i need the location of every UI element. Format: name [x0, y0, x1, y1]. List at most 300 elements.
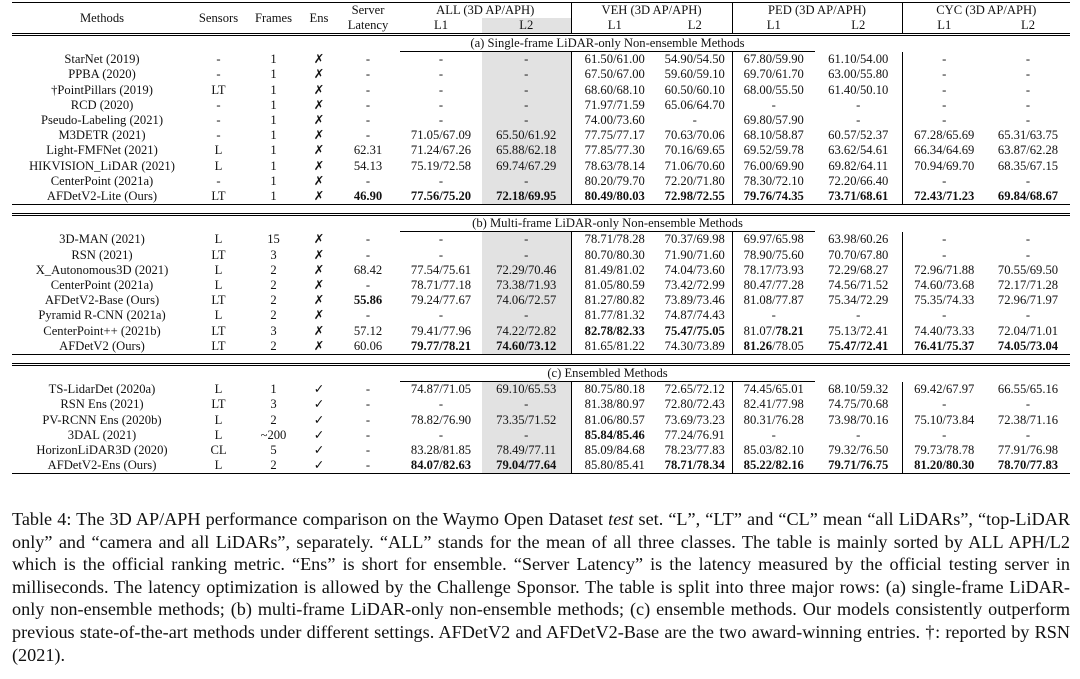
all-l2-cell: 69.74/67.29: [482, 159, 571, 174]
veh-l1-cell: 81.65/81.22: [571, 339, 658, 355]
frames-cell: 1: [270, 113, 277, 128]
table-caption: [12, 508, 1070, 666]
all-l1-cell: 75.19/72.58: [410, 158, 472, 173]
veh-l2-cell: 72.80/72.43: [664, 397, 725, 412]
cyc-l1-cell: -: [902, 98, 986, 113]
veh-l2-cell: 72.20/71.80: [664, 173, 725, 188]
method-cell: StarNet (2019): [64, 51, 140, 66]
all-l2-cell: -: [482, 83, 571, 98]
veh-l1-cell: 81.38/80.97: [571, 397, 658, 412]
header-cyc-l1: L1: [902, 18, 986, 35]
veh-l2-cell: 74.30/73.89: [658, 339, 732, 355]
ped-l1-cell: 78.17/73.93: [732, 263, 815, 278]
all-l2-cell: -: [482, 98, 571, 113]
ens-cell: ✗: [313, 278, 325, 293]
header-veh-l2: L2: [658, 18, 732, 35]
ens-cell: ✗: [313, 143, 325, 158]
sensors-cell: -: [216, 51, 221, 66]
sensors-cell: L: [214, 382, 223, 397]
table-row: [12, 278, 1070, 293]
ped-l1-cell: 85.22/82.16: [732, 458, 815, 474]
section-header: [12, 365, 1070, 382]
table-row: [12, 189, 1070, 205]
ped-l2-cell: 72.29/68.27: [828, 262, 889, 277]
cyc-l1-cell: 74.60/73.68: [902, 278, 986, 293]
cyc-l2-cell: 72.96/71.97: [997, 293, 1059, 308]
all-l1-cell: 78.71/77.18: [410, 278, 472, 293]
section-header-spacer-right: [815, 35, 1070, 52]
table-row: [12, 293, 1070, 308]
method-cell: AFDetV2-Base (Ours): [44, 293, 160, 308]
frames-cell: 2: [270, 293, 277, 308]
veh-l1-cell: 80.70/80.30: [571, 248, 658, 263]
all-l2-cell: -: [482, 67, 571, 82]
ped-l2-cell: 74.75/70.68: [828, 397, 889, 412]
veh-l1-cell: 61.50/61.00: [571, 52, 658, 68]
sensors-cell: L: [214, 427, 223, 442]
results-table-body: [12, 35, 1070, 474]
ens-cell: ✗: [313, 293, 325, 308]
veh-l2-cell: -: [692, 113, 697, 128]
sensors-cell: -: [216, 173, 221, 188]
latency-cell: -: [365, 173, 371, 188]
all-l2-cell: 78.49/77.11: [482, 443, 571, 458]
ped-l2-cell: 73.71/68.61: [815, 189, 902, 205]
header-ped-l2: L2: [815, 18, 902, 35]
ped-l2-cell: 73.98/70.16: [828, 412, 889, 427]
header-sensors: Sensors: [192, 3, 245, 35]
ped-l2-cell: 79.71/76.75: [815, 458, 902, 474]
section-header-spacer-left: [12, 35, 400, 52]
ped-l1-cell: 78.90/75.60: [732, 248, 815, 263]
veh-l1-cell: 68.60/68.10: [571, 83, 658, 98]
header-server-latency-1: Server: [336, 3, 400, 19]
all-l2-cell: 72.18/69.95: [482, 189, 571, 205]
cyc-l1-cell: -: [902, 428, 986, 443]
all-l2-cell: 69.10/65.53: [482, 382, 571, 398]
table-row: [12, 159, 1070, 174]
table-row: [12, 308, 1070, 323]
method-cell: Pseudo-Labeling (2021): [40, 113, 164, 128]
veh-l1-cell: 80.20/79.70: [571, 174, 658, 189]
method-cell: M3DETR (2021): [58, 128, 146, 143]
ped-l1-cell: 69.80/57.90: [732, 113, 815, 128]
frames-cell: 1: [270, 173, 277, 188]
ped-l1-cell: [732, 324, 815, 339]
ens-cell: ✗: [313, 308, 325, 323]
ens-cell: ✓: [313, 427, 325, 442]
sensors-cell: L: [214, 262, 223, 277]
section-header-spacer-right: [815, 215, 1070, 232]
frames-cell: 2: [270, 278, 277, 293]
latency-cell: -: [365, 67, 371, 82]
ped-l2-cell: 74.56/71.52: [828, 278, 889, 293]
all-l1-cell: -: [438, 97, 444, 112]
latency-cell: -: [365, 308, 371, 323]
latency-cell: -: [365, 232, 371, 247]
cyc-l2-cell: -: [1025, 173, 1031, 188]
sensors-cell: CL: [210, 443, 227, 458]
method-cell: PV-RCNN Ens (2020b): [42, 412, 162, 427]
method-cell: 3D-MAN (2021): [59, 232, 145, 247]
frames-cell: 15: [267, 232, 280, 247]
all-l1-cell: 71.05/67.09: [410, 128, 472, 143]
ped-l1-cell: 79.76/74.35: [732, 189, 815, 205]
cyc-l1-cell: 74.40/73.33: [902, 324, 986, 339]
sensors-cell: LT: [211, 293, 226, 308]
cyc-l2-cell: 72.17/71.28: [997, 278, 1059, 293]
veh-l1-cell: 81.49/81.02: [571, 263, 658, 278]
cyc-l2-cell: 72.38/71.16: [997, 412, 1059, 427]
ped-l2-cell: 63.00/55.80: [828, 67, 889, 82]
ped-l1-aph: /78.05: [772, 338, 804, 353]
all-l1-cell: 79.24/77.67: [410, 293, 472, 308]
veh-l1-cell: 81.27/80.82: [571, 293, 658, 308]
all-l2-cell: -: [482, 308, 571, 323]
header-veh-l1: L1: [571, 18, 658, 35]
method-cell: CenterPoint (2021a): [50, 278, 154, 293]
cyc-l2-cell: 74.05/73.04: [986, 339, 1070, 355]
header-server-latency-2: Latency: [336, 18, 400, 35]
sensors-cell: L: [214, 412, 223, 427]
sensors-cell: -: [216, 128, 221, 143]
header-all-l2: L2: [482, 18, 571, 35]
all-l1-cell: 77.54/75.61: [410, 262, 472, 277]
veh-l1-cell: 81.06/80.57: [571, 413, 658, 428]
sensors-cell: L: [214, 308, 223, 323]
ped-l1-cell: 81.08/77.87: [732, 293, 815, 308]
cyc-l1-cell: 79.73/78.78: [902, 443, 986, 458]
cyc-l2-cell: -: [1025, 97, 1031, 112]
latency-cell: -: [365, 247, 371, 262]
ens-cell: ✗: [313, 173, 325, 188]
veh-l2-cell: 74.87/74.43: [664, 308, 725, 323]
frames-cell: 1: [270, 382, 277, 397]
results-table: [12, 2, 1070, 474]
cyc-l2-cell: 63.87/62.28: [997, 143, 1059, 158]
cyc-l1-cell: 76.41/75.37: [902, 339, 986, 355]
cyc-l1-cell: -: [902, 83, 986, 98]
all-l2-cell: 74.22/72.82: [482, 324, 571, 339]
veh-l2-cell: 71.90/71.60: [664, 247, 725, 262]
ped-l2-cell: -: [856, 113, 861, 128]
all-l1-cell: -: [438, 67, 444, 82]
header-group-all: ALL (3D AP/APH): [400, 3, 571, 19]
sensors-cell: L: [214, 143, 223, 158]
latency-cell: -: [336, 458, 400, 474]
sensors-cell: L: [214, 278, 223, 293]
frames-cell: 2: [270, 262, 277, 277]
sensors-cell: -: [216, 97, 221, 112]
latency-cell: -: [365, 412, 371, 427]
ped-l1-cell: -: [732, 428, 815, 443]
frames-cell: 1: [270, 128, 277, 143]
ped-l2-cell: 60.57/52.37: [828, 128, 889, 143]
sensors-cell: L: [214, 232, 223, 247]
all-l2-cell: -: [482, 248, 571, 263]
veh-l1-cell: 81.77/81.32: [571, 308, 658, 323]
ens-cell: ✗: [313, 232, 325, 247]
ped-l1-cell: 68.10/58.87: [732, 128, 815, 143]
frames-cell: 1: [270, 67, 277, 82]
all-l1-cell: -: [438, 232, 444, 247]
table-row: [12, 443, 1070, 458]
sensors-cell: -: [216, 113, 221, 128]
sensors-cell: LT: [192, 339, 245, 355]
table-row: [12, 98, 1070, 113]
method-cell: CenterPoint++ (2021b): [43, 323, 161, 338]
header-frames: Frames: [245, 3, 302, 35]
latency-cell: -: [365, 97, 371, 112]
header-group-veh: VEH (3D AP/APH): [571, 3, 732, 19]
ped-l2-cell: 75.47/72.41: [815, 339, 902, 355]
results-table-container: [12, 2, 1070, 474]
section-gap: [12, 355, 1070, 365]
frames-cell: 1: [270, 82, 277, 97]
frames-cell: ~200: [260, 427, 287, 442]
latency-cell: 57.12: [353, 323, 383, 338]
ped-l1-aph: 78.21: [775, 323, 804, 338]
cyc-l1-cell: -: [902, 67, 986, 82]
method-cell: RSN (2021): [71, 247, 133, 262]
veh-l2-cell: 78.71/78.34: [658, 458, 732, 474]
header-methods: Methods: [12, 3, 192, 35]
ped-l2-cell: 70.70/67.80: [828, 247, 889, 262]
frames-cell: 1: [245, 189, 302, 205]
ped-l2-cell: 63.62/54.61: [828, 143, 889, 158]
veh-l1-cell: 85.80/85.41: [571, 458, 658, 474]
ens-cell: ✗: [313, 97, 325, 112]
latency-cell: -: [365, 51, 371, 66]
veh-l1-cell: 81.05/80.59: [571, 278, 658, 293]
ped-l1-cell: 76.00/69.90: [732, 159, 815, 174]
table-row: [12, 128, 1070, 143]
cyc-l2-cell: 78.70/77.83: [986, 458, 1070, 474]
method-cell: X_Autonomous3D (2021): [35, 262, 169, 277]
cyc-l1-cell: 72.43/71.23: [902, 189, 986, 205]
veh-l1-cell: 71.97/71.59: [571, 98, 658, 113]
ens-cell: ✗: [313, 158, 325, 173]
section-header-spacer-right: [815, 365, 1070, 382]
ped-l1-cell: 69.70/61.70: [732, 67, 815, 82]
table-row: [12, 428, 1070, 443]
method-cell: PPBA (2020): [68, 67, 136, 82]
table-row: [12, 67, 1070, 82]
method-cell: CenterPoint (2021a): [50, 173, 154, 188]
ens-cell: ✓: [302, 458, 336, 474]
ped-l2-cell: 69.82/64.11: [828, 158, 889, 173]
ped-l1-cell: -: [732, 98, 815, 113]
latency-cell: -: [365, 427, 371, 442]
veh-l1-cell: 80.75/80.18: [571, 382, 658, 398]
veh-l1-cell: 85.84/85.46: [571, 428, 658, 443]
cyc-l1-cell: 67.28/65.69: [902, 128, 986, 143]
method-cell: TS-LidarDet (2020a): [48, 382, 156, 397]
section-header: [12, 35, 1070, 52]
sensors-cell: LT: [192, 189, 245, 205]
all-l1-cell: -: [438, 308, 444, 323]
sensors-cell: LT: [211, 397, 226, 412]
ped-l1-cell: 85.03/82.10: [732, 443, 815, 458]
method-cell: Pyramid R-CNN (2021a): [38, 308, 166, 323]
all-l1-cell: 79.41/77.96: [410, 323, 472, 338]
veh-l1-cell: 85.09/84.68: [571, 443, 658, 458]
latency-cell: -: [365, 113, 371, 128]
frames-cell: 1: [270, 51, 277, 66]
latency-cell: -: [365, 443, 371, 458]
frames-cell: 2: [245, 458, 302, 474]
ped-l2-cell: 68.10/59.32: [828, 382, 889, 397]
section-gap-cell: [12, 205, 1070, 215]
veh-l1-cell: 77.85/77.30: [571, 143, 658, 158]
latency-cell: -: [365, 128, 371, 143]
table-row: [12, 52, 1070, 68]
all-l1-cell: 79.77/78.21: [400, 339, 482, 355]
sensors-cell: LT: [211, 323, 226, 338]
all-l1-cell: -: [438, 173, 444, 188]
all-l1-cell: 77.56/75.20: [400, 189, 482, 205]
veh-l2-cell: 74.04/73.60: [664, 262, 725, 277]
table-row: [12, 174, 1070, 189]
cyc-l2-cell: 69.84/68.67: [986, 189, 1070, 205]
ped-l2-cell: 72.20/66.40: [828, 173, 889, 188]
table-row: [12, 397, 1070, 412]
frames-cell: 3: [270, 397, 277, 412]
ped-l1-cell: 82.41/77.98: [732, 397, 815, 412]
cyc-l1-cell: -: [902, 52, 986, 68]
latency-cell: -: [365, 278, 371, 293]
section-header-spacer-left: [12, 215, 400, 232]
latency-cell: -: [365, 82, 371, 97]
all-l2-cell: -: [482, 52, 571, 68]
ped-l2-cell: -: [856, 427, 861, 442]
veh-l1-cell: 82.78/82.33: [571, 324, 658, 339]
latency-cell: 54.13: [353, 158, 383, 173]
veh-l1-cell: 80.49/80.03: [571, 189, 658, 205]
caption-test-word: test: [608, 509, 634, 529]
veh-l2-cell: 72.65/72.12: [664, 382, 725, 397]
veh-l2-cell: 73.69/73.23: [664, 412, 725, 427]
veh-l1-cell: 78.71/78.28: [571, 232, 658, 248]
caption-text-2: set. “L”, “LT” and “CL” mean “all LiDARs”, “top-LiDAR only” and “camera and all LiDARs”, separately. “ALL” stands for the mean of all three classes. The table is mainly sorted by ALL APH/L2 which is the official ranking metric. “Ens” is short for ensemble. “Server Latency” is the latency measured by the official testing server in milliseconds. The latency optimization is allowed by the Challenge Sponsor. The table is split into three major rows: (a) single-frame LiDAR-only non-ensemble methods; (b) multi-frame LiDAR-only non-ensemble methods; (c) ensemble methods. Our models consistently outperform previous state-of-the-art methods under different settings. AFDetV2 and AFDetV2-Base are the two award-winning entries. †: reported by RSN (2021).: [12, 509, 1070, 665]
ped-l2-cell: 75.34/72.29: [828, 293, 889, 308]
ens-cell: ✓: [313, 443, 325, 458]
ped-l1-cell: 69.97/65.98: [732, 232, 815, 248]
frames-cell: 2: [245, 339, 302, 355]
all-l1-cell: 78.82/76.90: [410, 412, 472, 427]
sensors-cell: LT: [211, 82, 226, 97]
table-row: [12, 113, 1070, 128]
ped-l1-cell: 69.52/59.78: [732, 143, 815, 158]
table-row: [12, 382, 1070, 398]
veh-l2-cell: 65.06/64.70: [664, 97, 725, 112]
ped-l2-cell: -: [856, 97, 861, 112]
table-row: [12, 413, 1070, 428]
header-group-ped: PED (3D AP/APH): [732, 3, 902, 19]
all-l1-cell: 71.24/67.26: [410, 143, 472, 158]
table-row: [12, 83, 1070, 98]
veh-l2-cell: 60.50/60.10: [664, 82, 725, 97]
all-l1-cell: 84.07/82.63: [400, 458, 482, 474]
ped-l2-cell: 61.40/50.10: [828, 82, 889, 97]
ens-cell: ✗: [313, 51, 325, 66]
method-cell: AFDetV2-Ens (Ours): [12, 458, 192, 474]
ens-cell: ✗: [313, 323, 325, 338]
method-cell: 3DAL (2021): [67, 427, 137, 442]
latency-cell: -: [365, 382, 371, 397]
ped-l2-cell: 75.13/72.41: [828, 323, 889, 338]
table-row: [12, 458, 1070, 474]
table-row: [12, 232, 1070, 248]
ens-cell: ✗: [302, 189, 336, 205]
frames-cell: 5: [270, 443, 277, 458]
cyc-l2-cell: -: [1025, 67, 1031, 82]
section-gap-cell: [12, 355, 1070, 365]
method-cell: †PointPillars (2019): [51, 82, 153, 97]
all-l1-cell: -: [438, 82, 444, 97]
all-l1-cell: -: [438, 247, 444, 262]
cyc-l2-cell: -: [1025, 113, 1031, 128]
all-l2-cell: 79.04/77.64: [482, 458, 571, 474]
cyc-l2-cell: -: [1025, 247, 1031, 262]
sensors-cell: -: [216, 67, 221, 82]
ens-cell: ✗: [313, 67, 325, 82]
ens-cell: ✗: [313, 128, 325, 143]
all-l1-cell: 74.87/71.05: [410, 382, 472, 397]
latency-cell: 62.31: [353, 143, 383, 158]
ens-cell: ✓: [313, 412, 325, 427]
ens-cell: ✗: [313, 113, 325, 128]
ped-l1-ap: 81.26: [743, 338, 772, 353]
method-cell: HIKVISION_LiDAR (2021): [29, 158, 175, 173]
cyc-l1-cell: 66.34/64.69: [902, 143, 986, 158]
ped-l1-cell: 80.47/77.28: [732, 278, 815, 293]
ped-l2-cell: 79.32/76.50: [828, 443, 889, 458]
cyc-l1-cell: -: [902, 232, 986, 248]
all-l2-cell: 73.38/71.93: [482, 278, 571, 293]
cyc-l1-cell: 75.35/74.33: [902, 293, 986, 308]
section-title: (c) Ensembled Methods: [400, 365, 815, 382]
header-cyc-l2: L2: [986, 18, 1070, 35]
all-l2-cell: -: [482, 232, 571, 248]
header-group-cyc: CYC (3D AP/APH): [902, 3, 1070, 19]
caption-text-1: Table 4: The 3D AP/APH performance comparison on the Waymo Open Dataset: [12, 509, 609, 529]
section-title: (b) Multi-frame LiDAR-only Non-ensemble Methods: [400, 215, 815, 232]
cyc-l2-cell: -: [1025, 427, 1031, 442]
veh-l2-cell: 71.06/70.60: [664, 158, 725, 173]
veh-l2-cell: 77.24/76.91: [664, 427, 725, 442]
section-header-spacer-left: [12, 365, 400, 382]
method-cell: AFDetV2 (Ours): [12, 339, 192, 355]
table-row: [12, 248, 1070, 263]
veh-l1-cell: 77.75/77.17: [571, 128, 658, 143]
veh-l2-cell: 75.47/75.05: [664, 323, 725, 338]
header-ens: Ens: [302, 3, 336, 35]
method-cell: AFDetV2-Lite (Ours): [12, 189, 192, 205]
frames-cell: 2: [270, 412, 277, 427]
cyc-l1-cell: 70.94/69.70: [902, 159, 986, 174]
cyc-l1-cell: -: [902, 308, 986, 323]
veh-l2-cell: 78.23/77.83: [664, 443, 725, 458]
veh-l2-cell: 70.16/69.65: [664, 143, 725, 158]
cyc-l1-cell: -: [902, 113, 986, 128]
section-title: (a) Single-frame LiDAR-only Non-ensemble Methods: [400, 35, 815, 52]
ped-l1-cell: 68.00/55.50: [732, 83, 815, 98]
ped-l1-cell: 78.30/72.10: [732, 174, 815, 189]
all-l2-cell: -: [482, 113, 571, 128]
header-ped-l1: L1: [732, 18, 815, 35]
ped-l1-ap: 81.07/: [743, 323, 776, 338]
